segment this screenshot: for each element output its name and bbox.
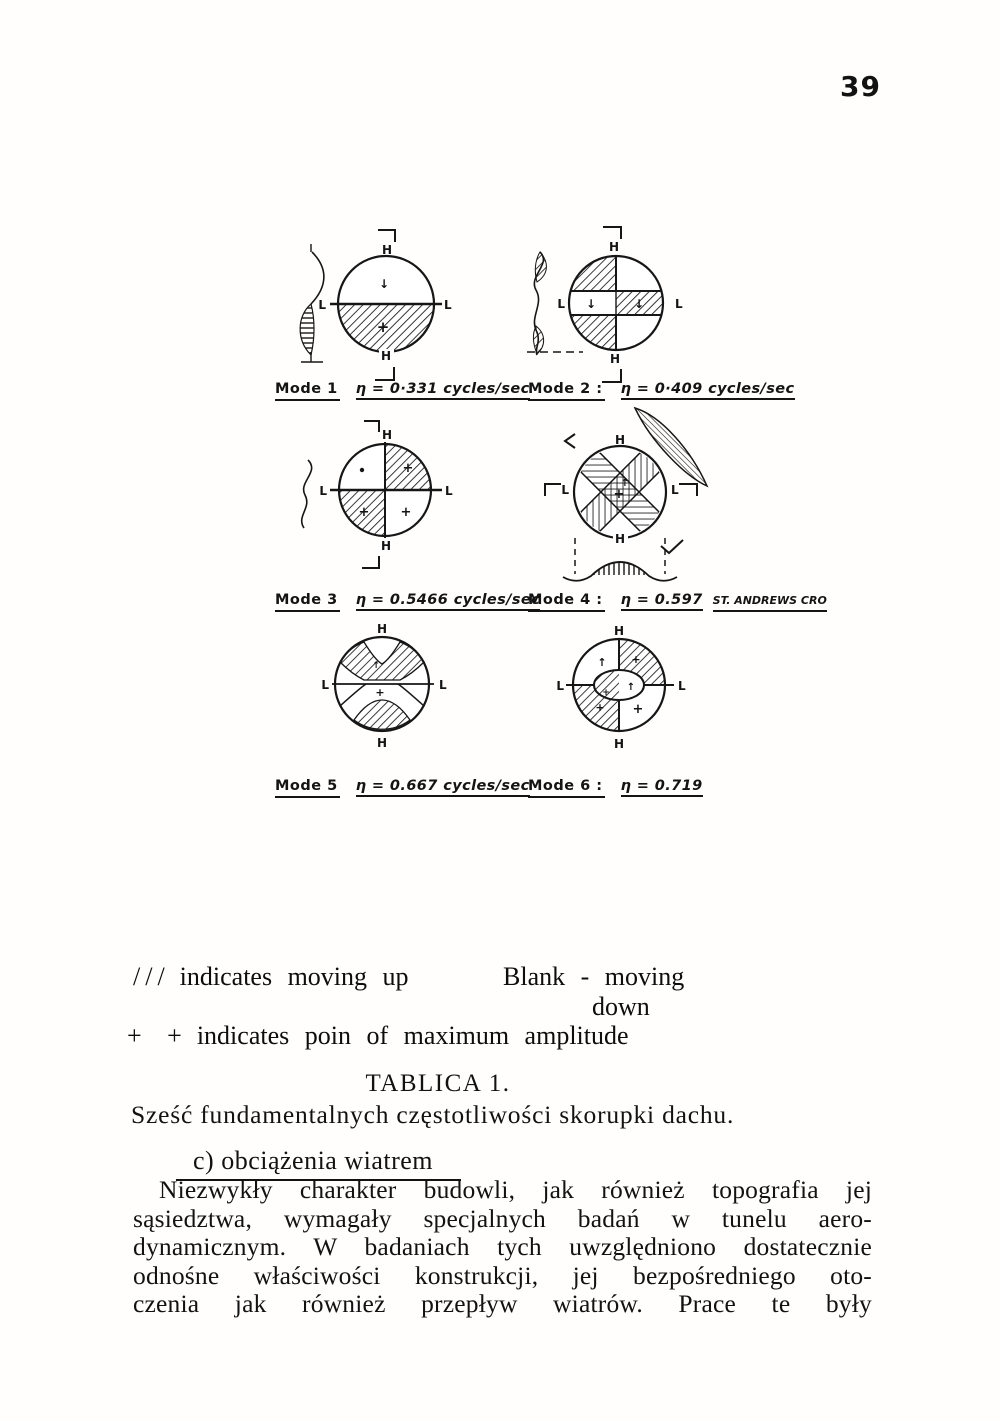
mode-3-label: Mode 3 (275, 592, 340, 612)
down-arrow-mark: ↓ (633, 297, 645, 311)
mode-2-label: Mode 2 : (528, 381, 605, 401)
mode-2-caption (528, 381, 795, 397)
paragraph-line: sąsiedztwa, wymagały specjalnych badań w tunelu aero- (133, 1204, 872, 1233)
down-arrow-mark: ↓ (585, 297, 597, 311)
plus-mark: + (358, 505, 370, 520)
mode-shape-profile (311, 252, 324, 304)
h-label-top: H (614, 433, 626, 447)
dot-mark (360, 468, 364, 472)
h-label-top: H (608, 240, 620, 254)
mode-shape-profile (302, 460, 312, 528)
section-bracket-top (603, 227, 621, 239)
mode-3-caption (275, 592, 540, 608)
l-label-right: L (675, 297, 683, 311)
section-bracket-top (378, 230, 395, 242)
plus-mark: + (402, 461, 414, 476)
mode-6-caption (528, 778, 703, 794)
profile-hatched-lobe (533, 326, 543, 354)
mode-1-diagram (284, 222, 474, 387)
legend-up-text: indicates moving up (179, 962, 409, 991)
h-label-bottom: H (376, 736, 388, 750)
mode-6-label: Mode 6 : (528, 778, 605, 798)
up-arrow-mark: ↑ (372, 661, 380, 671)
h-label-top: H (613, 624, 625, 638)
mode-4-caption (528, 592, 827, 608)
h-label-bottom: H (380, 349, 392, 363)
plus-mark: + (400, 505, 412, 520)
legend-up-line (133, 962, 409, 992)
legend-plus-marks: + + (127, 1021, 187, 1050)
mode-6-diagram (554, 620, 699, 755)
section-heading-text: c) obciążenia wiatrem (176, 1146, 461, 1181)
h-label-top: H (381, 428, 393, 442)
table-caption: Sześć fundamentalnych częstotliwości skorupki dachu. (131, 1100, 735, 1129)
paragraph-line: czenia jak również przepływ wiatrów. Prace te były (133, 1290, 872, 1319)
l-label-right: L (444, 298, 452, 312)
up-arrow-mark: ↑ (597, 656, 607, 669)
l-label-left: L (556, 679, 564, 693)
l-label-right: L (678, 679, 686, 693)
section-bracket-top (364, 421, 379, 432)
plus-mark: + (613, 487, 625, 502)
mode-4-note: ST. ANDREWS CRO (713, 594, 827, 612)
paragraph-line: Niezwykły charakter budowli, jak również topografia jej (159, 1176, 872, 1204)
h-label-bottom: H (380, 539, 392, 553)
mode-5-value: η = 0.667 cycles/sec (356, 778, 530, 797)
mode-3-diagram (278, 418, 468, 570)
up-arrow-mark: ↑ (620, 478, 630, 489)
mode-5-diagram (316, 620, 461, 755)
paragraph-line: dynamicznym. W badaniach tych uwzględniono dostatecznie (133, 1233, 872, 1262)
page-number: 39 (840, 70, 881, 103)
mode-4-value: η = 0.597 (621, 592, 703, 611)
paragraph-line: odnośne właściwości konstrukcji, jej bezpośredniego oto- (133, 1261, 872, 1290)
l-label-left: L (319, 484, 327, 498)
profile-hatched-lobe (535, 252, 546, 282)
l-label-left: L (321, 678, 329, 692)
corner-bracket-right (679, 484, 697, 496)
l-label-left: L (561, 483, 569, 497)
mode-5-label: Mode 5 (275, 778, 340, 798)
legend-up-marks: /// (133, 962, 170, 991)
legend-down-text: down (592, 992, 650, 1021)
h-label-bottom: H (609, 352, 621, 366)
section-bracket-bottom (362, 556, 379, 568)
plus-mark: + (595, 701, 605, 714)
table-title: TABLICA 1. (365, 1070, 511, 1097)
l-label-left: L (557, 297, 565, 311)
legend-plus-line (127, 1021, 629, 1051)
hatched-region (571, 256, 616, 291)
mode-1-label: Mode 1 (275, 381, 340, 401)
mode-1-caption (275, 381, 530, 397)
mode-6-value: η = 0.719 (621, 778, 703, 797)
mode-1-value: η = 0·331 cycles/sec (356, 381, 530, 400)
h-label-top: H (381, 243, 393, 257)
plus-mark: + (376, 318, 390, 336)
legend-blank-text: Blank - moving (503, 962, 685, 991)
hatched-wave-hump (593, 563, 647, 576)
h-label-top: H (376, 622, 388, 636)
mode-2-value: η = 0·409 cycles/sec (621, 381, 795, 400)
l-label-right: L (439, 678, 447, 692)
h-label-bottom: H (613, 737, 625, 751)
l-label-right: L (671, 483, 679, 497)
plus-mark: + (602, 688, 610, 698)
mode-3-value: η = 0.5466 cycles/sec (356, 592, 540, 611)
l-label-left: L (318, 298, 326, 312)
paragraph (133, 1176, 872, 1319)
plus-mark: + (632, 702, 644, 717)
plus-mark: + (375, 686, 385, 699)
h-label-bottom: H (614, 532, 626, 546)
corner-bracket-left (545, 484, 561, 496)
mode-4-diagram (533, 396, 748, 596)
corner-angle-top-left (565, 434, 575, 448)
section-bracket-bottom (375, 367, 394, 380)
legend-plus-text: indicates poin of maximum amplitude (196, 1021, 629, 1050)
mode-5-caption (275, 778, 530, 794)
profile-hatched-lobe (300, 304, 314, 355)
plus-mark: + (631, 653, 641, 666)
mode-2-diagram (523, 222, 718, 390)
up-arrow-mark: ↑ (626, 682, 636, 693)
l-label-right: L (445, 484, 453, 498)
down-arrow-mark: ↓ (378, 277, 390, 291)
hatched-region (571, 315, 616, 350)
mode-4-label: Mode 4 : (528, 592, 605, 612)
